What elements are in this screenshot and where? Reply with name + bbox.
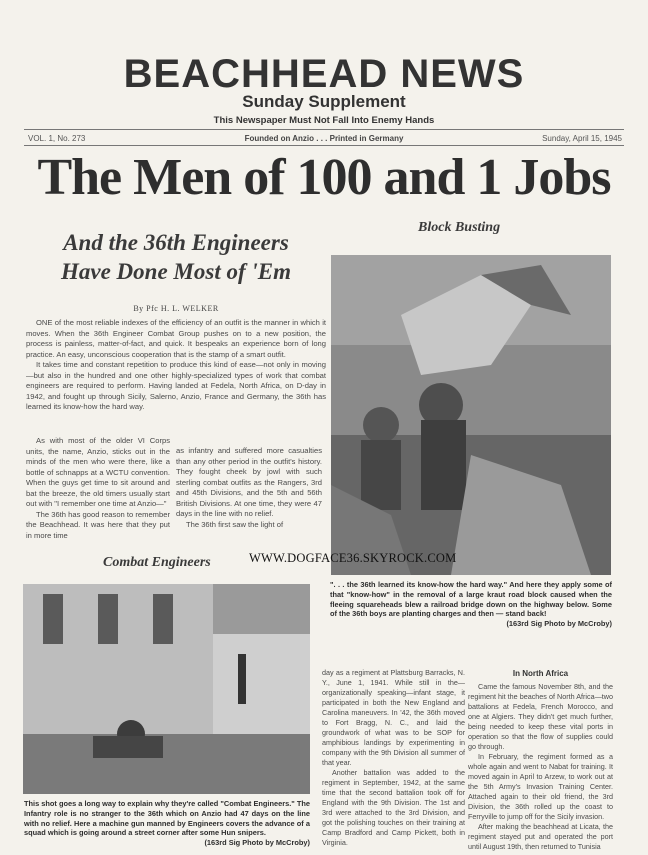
main-headline: The Men of 100 and 1 Jobs — [37, 149, 611, 206]
column-paragraph: day as a regiment at Plattsburg Barracks, N. Y., June 1, 1941. While still in the—organizationally speaking—infant stage, it participated in both the New England and Carolina maneuvers. In '42, the 36th moved to Fort Bragg, N. C., and laid the groundwork of what was to be SOP for amphibious landings by experimenting in company with the 9th Division all summer of that year. — [322, 668, 465, 767]
combat-engineers-title: Combat Engineers — [103, 555, 211, 570]
block-busting-caption: ". . . the 36th learned its know-how the hard way." And here they apply some of that "know-how" in the removal of a large kraut road block caused when the fleeing squareheads blew a railroad bridge down on the highway below. Some of the 36th boys are planting charges and then — stand back! — [330, 580, 612, 619]
column-paragraph: In February, the regiment formed as a whole again and went to Nabat for training. It moved again in April to Arzew, to work out at the 5th Army's Invasion Training Center. Attached again to their old friend, the 3rd Division, the 36th rolled up the coast to Ferryville to jump off for the Sicily invasion. — [468, 752, 613, 821]
column-paragraph: The 36th first saw the light of — [186, 519, 284, 529]
combat-engineers-caption: This shot goes a long way to explain why they're called "Combat Engineers." The Infantry role is no stranger to the 36th which on Anzio had 47 days on the line with no relief. Here a machine gun manned by Engineers covers the advance of a squad which is going around a street corner after some Hun snipers. — [24, 799, 310, 838]
rubble-photo-illustration — [331, 255, 611, 575]
founded-line: Founded on Anzio . . . Printed in Germany — [244, 134, 404, 143]
article-column-right — [176, 446, 322, 530]
intro-paragraph: ONE of the most reliable indexes of the efficiency of an outfit is the manner in which it moves. When the 36th Engineer Combat Group pushes on to a new position, the process is painless, matter-of-fact, and quick. It bespeaks an experience born of long practice. An easy, unconscious cooperation that is the stamp of a smart outfit. — [26, 318, 326, 359]
deck-headline — [26, 228, 326, 286]
masthead-title: BEACHHEAD NEWS — [123, 52, 525, 96]
masthead-rule-top — [24, 129, 624, 130]
column-paragraph: After making the beachhead at Licata, the regiment stayed put and operated the port until August 19th, then returned to Tunisia — [468, 822, 613, 851]
block-busting-credit: (163rd Sig Photo by McCroby) — [506, 619, 612, 629]
column-paragraph: Came the famous November 8th, and the regiment hit the beaches of North Africa—two battalions at Fedela, French Morocco, and one at Algiers. They didn't get much further, being needed to keep these vital ports in operation so that the flow of supplies could go through. — [468, 682, 613, 751]
masthead-subtitle: Sunday Supplement — [242, 92, 406, 111]
north-africa-column — [468, 682, 613, 852]
north-africa-subhead: In North Africa — [512, 669, 569, 678]
combat-engineers-credit: (163rd Sig Photo by McCroby) — [204, 838, 310, 848]
combat-engineers-photo — [23, 584, 310, 794]
street-photo-illustration — [23, 584, 310, 794]
deck-line-2: Have Done Most of 'Em — [61, 259, 291, 284]
block-busting-title: Block Busting — [418, 220, 501, 235]
column-paragraph: as infantry and suffered more casualties than any other period in the outfit's history. They fought cheek by jowl with such sterling combat outfits as the Rangers, 3rd and 45th Divisions, and the 5th and 56th British Divisions. At one time, they were 47 days in the line with no relief. — [176, 446, 322, 518]
intro-paragraph: It takes time and constant repetition to produce this kind of ease—not only in moving—but also in the hundred and one other highly-specialized types of work that combat engineers are required to perform. Having landed at Fedela, North Africa, on D-day in 1942, and fought up through Sicily, Salerno, Anzio, France and Germany, the 36th has learned its know-how the hard way. — [26, 360, 326, 411]
block-busting-caption-box — [330, 580, 612, 629]
masthead-rule-bottom — [24, 145, 624, 146]
volume-number: VOL. 1, No. 273 — [28, 134, 86, 143]
masthead-tagline: This Newspaper Must Not Fall Into Enemy Hands — [213, 115, 435, 126]
watermark: WWW.DOGFACE36.SKYROCK.COM — [249, 551, 457, 565]
combat-engineers-caption-box — [24, 799, 310, 848]
block-busting-photo — [331, 255, 611, 575]
column-paragraph: Another battalion was added to the regiment in September, 1942, at the same time that the second battalion took off for England with the 9th Division. The 1st and 3rd were attached to the 3rd Division, and got the polishing touches on their training at Camp Bradford and Camp Pickett, both in Virginia. — [322, 768, 465, 847]
column-paragraph: As with most of the older VI Corps units, the name, Anzio, sticks out in the minds of the men who were there, like a bottle of schnapps at a WCTU convention. When the guys get time to sit around and bat the breeze, the old timers usually start out with "I remember one time at Anzio—" — [26, 436, 170, 508]
intro-text — [26, 318, 326, 413]
column-paragraph: The 36th has good reason to remember the Beachhead. It was here that they put in more time — [26, 509, 170, 540]
byline: By Pfc H. L. WELKER — [133, 304, 219, 313]
issue-date: Sunday, April 15, 1945 — [542, 134, 622, 143]
article-column-mid — [322, 668, 465, 848]
article-column-left — [26, 436, 170, 541]
deck-line-1: And the 36th Engineers — [63, 230, 289, 255]
